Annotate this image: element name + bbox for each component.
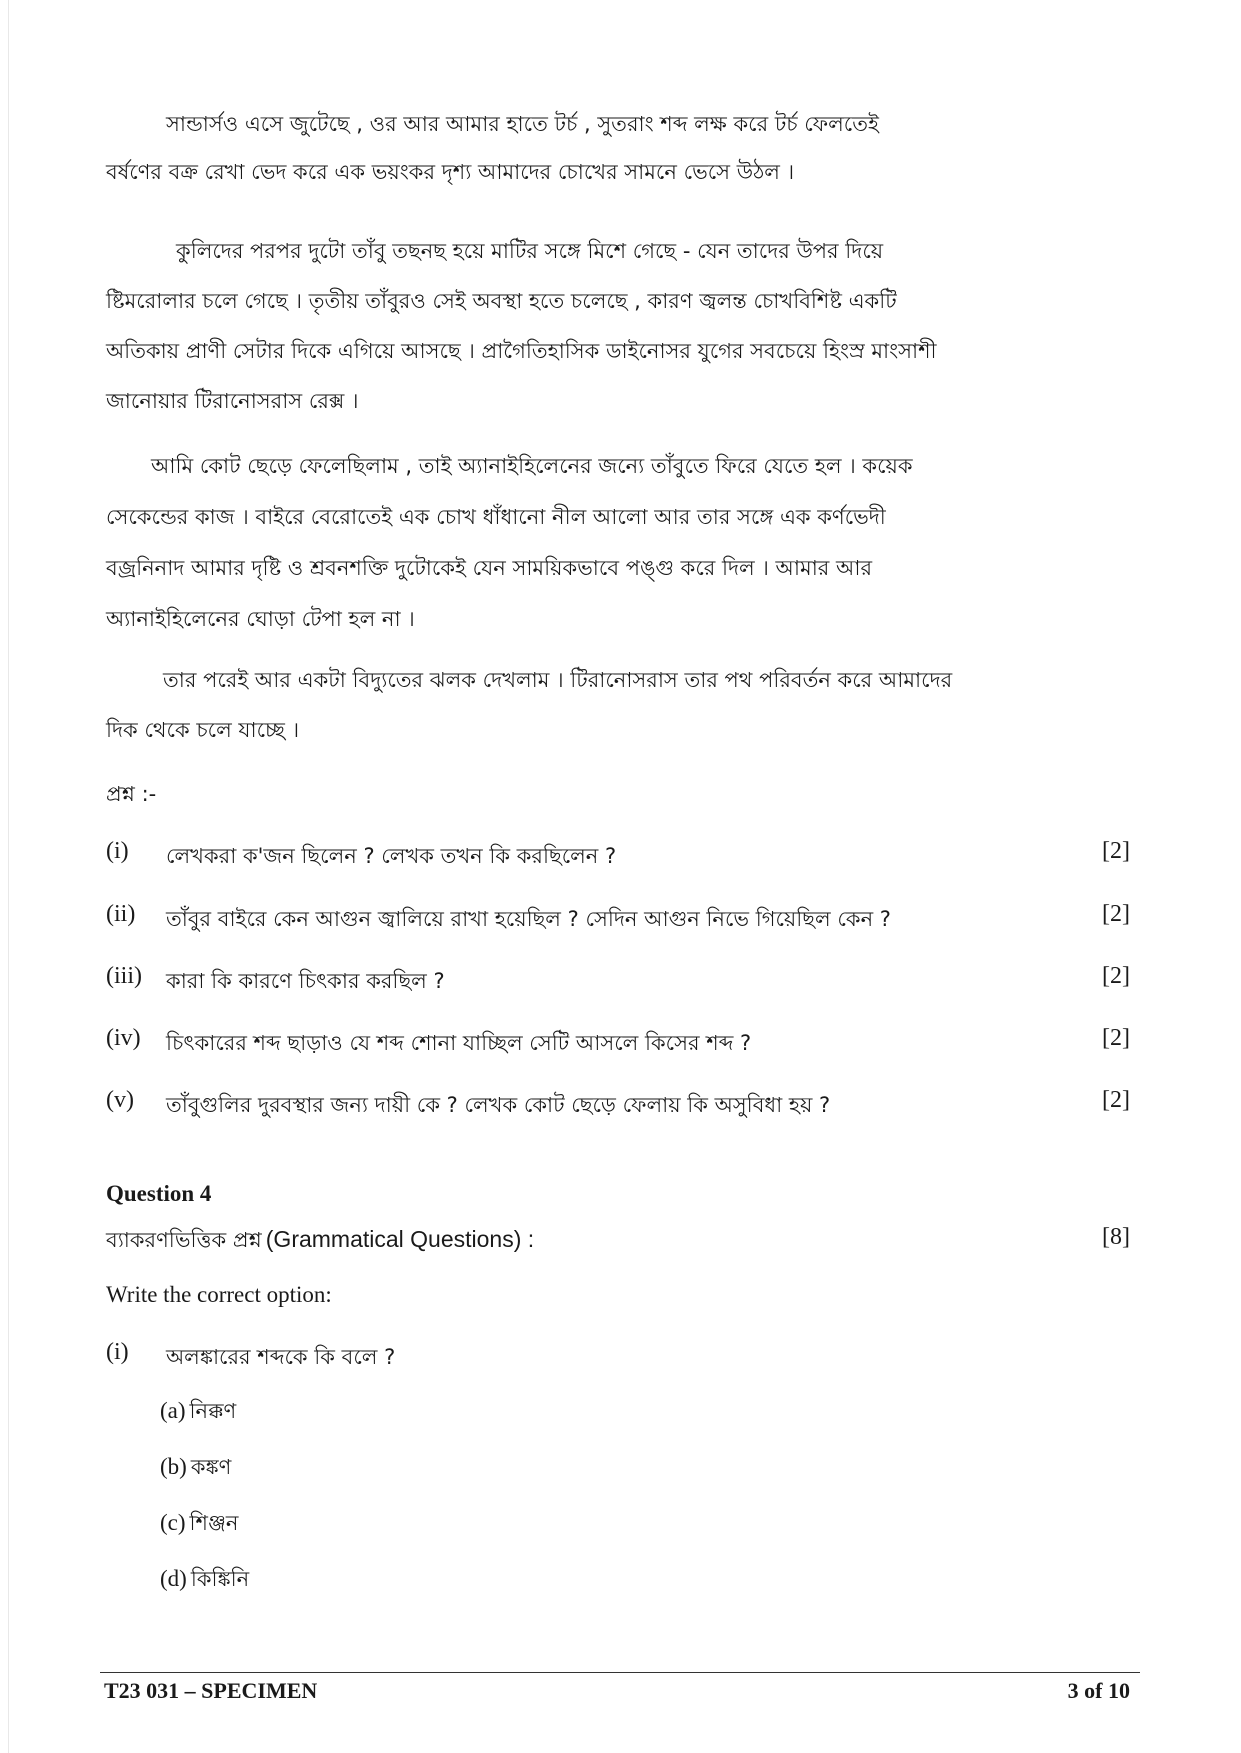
question-number: (iii) xyxy=(106,963,142,989)
page-edge xyxy=(8,0,9,1753)
question-number: (ii) xyxy=(106,901,136,927)
question-4-item-text: অলঙ্কারের শব্দকে কি বলে ? xyxy=(166,1345,396,1369)
passage-line: ষ্টিমরোলার চলে গেছে । তৃতীয় তাঁবুরও সেই অবস্থা হতে চলেছে , কারণ জ্বলন্ত চোখবিশিষ্ট একটি xyxy=(106,289,897,313)
question-4-subtitle-bengali: ব্যাকরণভিত্তিক প্রশ্ন xyxy=(106,1228,262,1252)
option-text: শিঞ্জন xyxy=(189,1511,239,1535)
passage-line: তার পরেই আর একটা বিদ্যুতের ঝলক দেখলাম । টিরানোসরাস তার পথ পরিবর্তন করে আমাদের xyxy=(163,668,953,692)
question-4-subtitle-english: (Grammatical Questions) : xyxy=(265,1226,535,1252)
option-b xyxy=(160,1451,231,1486)
passage-line: সেকেন্ডের কাজ । বাইরে বেরোতেই এক চোখ ধাঁধানো নীল আলো আর তার সঙ্গে এক কর্ণভেদী xyxy=(106,505,886,529)
question-marks: [2] xyxy=(1102,1087,1130,1113)
passage-line: কুলিদের পরপর দুটো তাঁবু তছনছ হয়ে মাটির সঙ্গে মিশে গেছে - যেন তাদের উপর দিয়ে xyxy=(176,239,884,263)
question-4-title: Question 4 xyxy=(106,1181,212,1206)
question-4-item-number: (i) xyxy=(106,1339,129,1365)
question-text: কারা কি কারণে চিৎকার করছিল ? xyxy=(166,969,445,993)
question-4-marks: [8] xyxy=(1102,1224,1130,1250)
passage-line: বর্ষণের বক্র রেখা ভেদ করে এক ভয়ংকর দৃশ্য আমাদের চোখের সামনে ভেসে উঠল । xyxy=(106,160,795,184)
questions-heading: প্রশ্ন :- xyxy=(106,782,157,806)
option-label: (c) xyxy=(160,1510,186,1535)
option-a xyxy=(160,1395,236,1430)
question-marks: [2] xyxy=(1102,838,1130,864)
option-label: (b) xyxy=(160,1454,187,1479)
question-number: (iv) xyxy=(106,1025,141,1051)
question-text: তাঁবুর বাইরে কেন আগুন জ্বালিয়ে রাখা হয়েছিল ? সেদিন আগুন নিভে গিয়েছিল কেন ? xyxy=(166,907,891,931)
option-text: কিঙ্কিনি xyxy=(190,1567,250,1591)
option-text: কঙ্কণ xyxy=(190,1455,232,1479)
passage-line: বজ্রনিনাদ আমার দৃষ্টি ও শ্রবনশক্তি দুটোকেই যেন সাময়িকভাবে পঙ্গু করে দিল । আমার আর xyxy=(106,556,873,580)
question-text: তাঁবুগুলির দুরবস্থার জন্য দায়ী কে ? লেখক কোট ছেড়ে ফেলায় কি অসুবিধা হয় ? xyxy=(166,1093,831,1117)
question-marks: [2] xyxy=(1102,901,1130,927)
option-label: (d) xyxy=(160,1566,187,1591)
question-number: (v) xyxy=(106,1087,134,1113)
passage-line: সান্ডার্সও এসে জুটেছে , ওর আর আমার হাতে টর্চ , সুতরাং শব্দ লক্ষ করে টর্চ ফেলতেই xyxy=(166,112,879,136)
question-text: চিৎকারের শব্দ ছাড়াও যে শব্দ শোনা যাচ্ছিল সেটি আসলে কিসের শব্দ ? xyxy=(166,1031,752,1055)
footer-code: T23 031 – SPECIMEN xyxy=(104,1678,318,1703)
option-d xyxy=(160,1563,249,1598)
question-marks: [2] xyxy=(1102,1025,1130,1051)
option-label: (a) xyxy=(160,1398,186,1423)
question-text: লেখকরা ক'জন ছিলেন ? লেখক তখন কি করছিলেন ? xyxy=(166,844,617,868)
option-text: নিক্কণ xyxy=(189,1399,237,1423)
option-c xyxy=(160,1507,238,1542)
question-number: (i) xyxy=(106,838,129,864)
passage-line: অতিকায় প্রাণী সেটার দিকে এগিয়ে আসছে । প্রাগৈতিহাসিক ডাইনোসর যুগের সবচেয়ে হিংস্র মাংসাশী xyxy=(106,339,937,363)
question-4-instruction: Write the correct option: xyxy=(106,1282,332,1307)
question-marks: [2] xyxy=(1102,963,1130,989)
passage-line: দিক থেকে চলে যাচ্ছে । xyxy=(106,718,300,742)
passage-line: অ্যানাইহিলেনের ঘোড়া টেপা হল না । xyxy=(106,607,415,631)
question-4-subtitle xyxy=(106,1224,534,1259)
footer-rule xyxy=(100,1672,1140,1673)
passage-line: জানোয়ার টিরানোসরাস রেক্স । xyxy=(106,389,359,413)
footer-page-number: 3 of 10 xyxy=(1067,1678,1130,1703)
passage-line: আমি কোট ছেড়ে ফেলেছিলাম , তাই অ্যানাইহিলেনের জন্যে তাঁবুতে ফিরে যেতে হল । কয়েক xyxy=(151,454,913,478)
